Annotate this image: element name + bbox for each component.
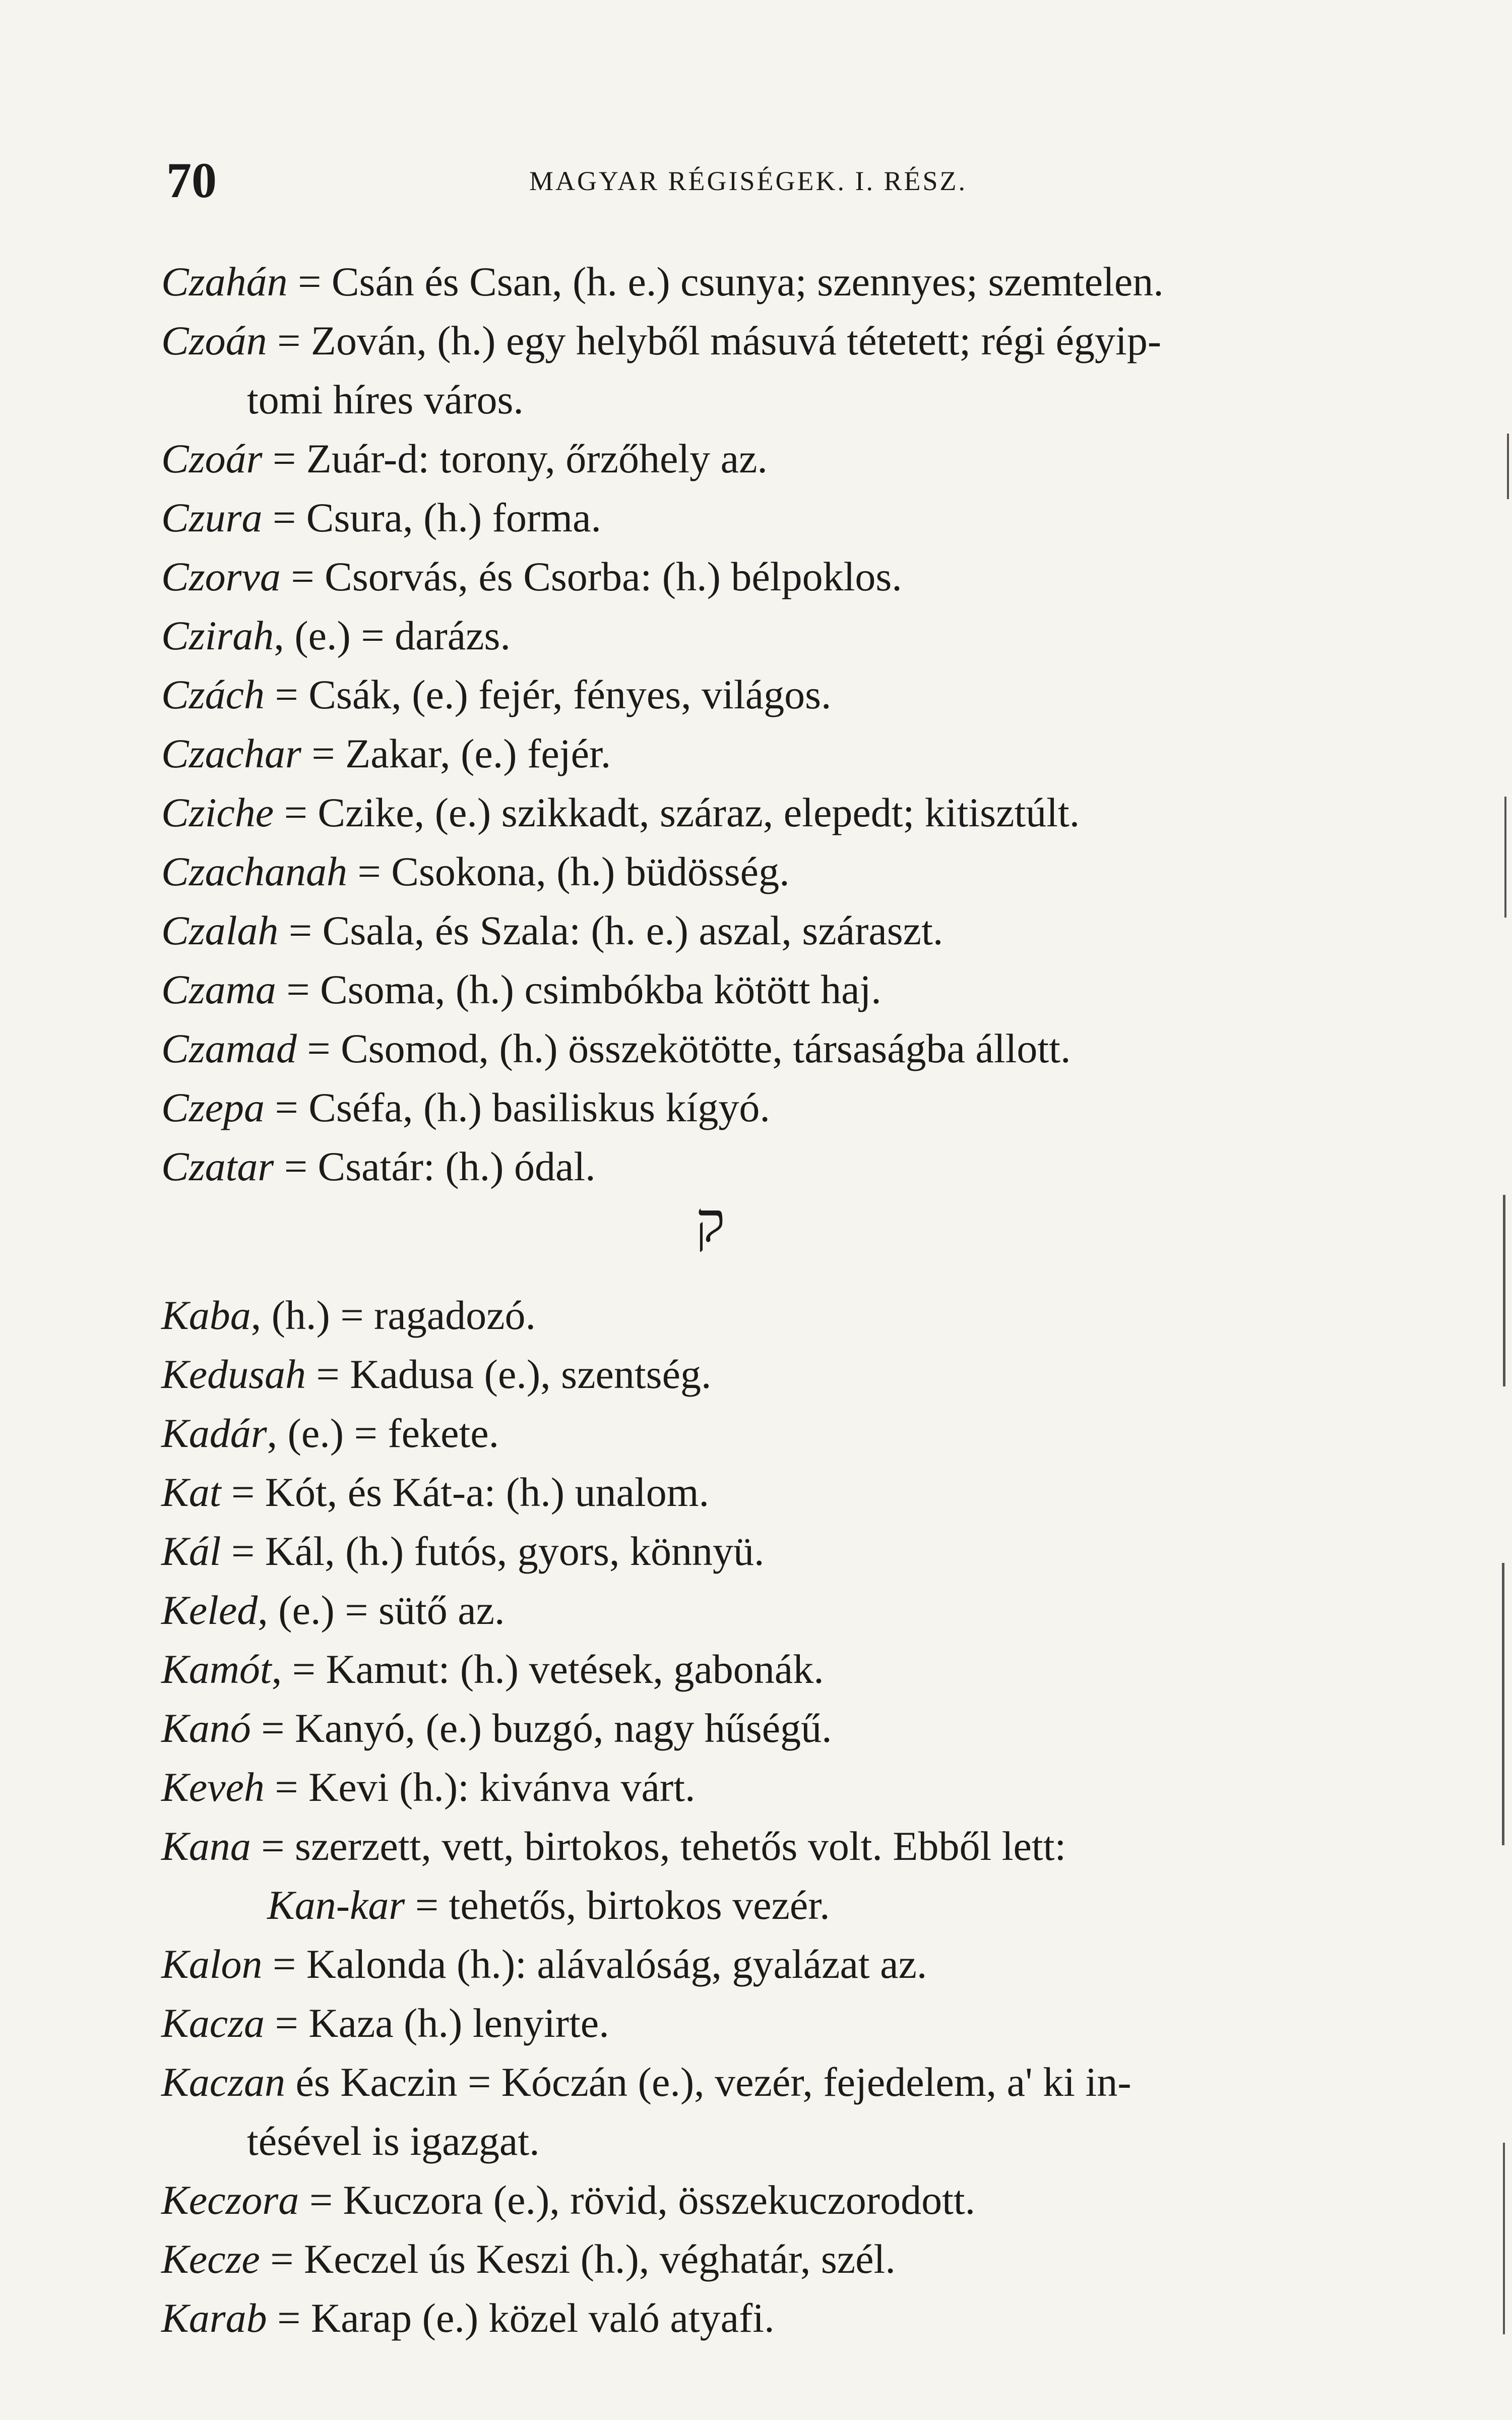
entry-definition: = Karap (e.) közel való atyafi. [267,2295,775,2341]
dictionary-entry [161,429,1361,488]
entry-headword: Kana [161,1823,251,1869]
entry-definition: = Kevi (h.): kivánva várt. [264,1764,696,1810]
entry-definition: = Csala, és Szala: (h. e.) aszal, száraszt. [278,908,943,953]
entry-headword: Kat [161,1469,221,1515]
dictionary-entry [161,1019,1361,1078]
entry-definition: = Csomod, (h.) összekötötte, társaságba állott. [296,1025,1071,1071]
entry-definition: = tehetős, birtokos vezér. [405,1882,830,1928]
entry-definition: = Keczel ús Keszi (h.), véghatár, szél. [260,2236,896,2282]
dictionary-entry [161,2111,1361,2170]
entry-definition: tésével is igazgat. [247,2118,540,2164]
dictionary-entry [161,1137,1361,1196]
entry-headword: Keczora [161,2177,299,2223]
entry-definition: = Zován, (h.) egy helyből másuvá tétetett; régi égyip- [267,318,1162,364]
entries-section-tz [161,252,1361,1196]
scan-edge-mark [1507,434,1509,499]
entry-definition: = Zakar, (e.) fejér. [301,731,611,776]
entry-headword: Kál [161,1528,221,1574]
entry-headword: Kacza [161,2000,265,2046]
dictionary-entry [161,2229,1361,2288]
entry-definition: = Kalonda (h.): alávalóság, gyalázat az. [262,1941,927,1987]
entry-definition: = Kaza (h.) lenyirte. [265,2000,609,2046]
entry-headword: Czorva [161,554,281,599]
dictionary-entry [161,665,1361,724]
entry-headword: Czepa [161,1084,265,1130]
dictionary-entry [161,547,1361,606]
entry-headword: Cziche [161,790,274,835]
dictionary-entry [161,1758,1361,1817]
entry-definition: = Csatár: (h.) ódal. [274,1143,596,1189]
entry-headword: Kan-kar [267,1882,405,1928]
dictionary-entry [161,2052,1361,2111]
dictionary-entry [161,606,1361,665]
dictionary-entry [161,1404,1361,1463]
entry-headword: Kecze [161,2236,260,2282]
entry-definition: , (e.) = fekete. [267,1410,499,1456]
entry-definition: = Kál, (h.) futós, gyors, könnyü. [221,1528,765,1574]
entry-definition: , (h.) = ragadozó. [250,1292,536,1338]
entry-headword: Czama [161,966,276,1012]
entry-definition: , (e.) = darázs. [274,613,511,658]
dictionary-entry [161,2288,1361,2347]
entry-headword: Czura [161,495,263,540]
page-number: 70 [166,152,217,208]
entry-headword: Kamót [161,1646,272,1692]
dictionary-entry [161,1934,1361,1993]
entry-headword: Keled [161,1587,258,1633]
dictionary-entry [161,1078,1361,1137]
dictionary-entry [161,1522,1361,1581]
dictionary-entry [161,1817,1361,1876]
dictionary-entry [161,488,1361,547]
entry-headword: Czamad [161,1025,297,1071]
dictionary-entry [161,252,1361,311]
entry-definition: = Kanyó, (e.) buzgó, nagy hűségű. [250,1705,832,1751]
entries-section-k [161,1286,1361,2347]
entry-headword: Kedusah [161,1351,306,1397]
entry-definition: = Czike, (e.) szikkadt, száraz, elepedt; kitisztúlt. [274,790,1080,835]
entry-definition: = Kuczora (e.), rövid, összekuczorodott. [299,2177,976,2223]
dictionary-entry [161,311,1361,370]
entry-definition: és Kaczin = Kóczán (e.), vezér, fejedelem, a' ki in- [285,2059,1131,2105]
entry-headword: Kanó [161,1705,251,1751]
entry-headword: Czalah [161,908,279,953]
dictionary-entry [161,1463,1361,1522]
dictionary-entry [161,901,1361,960]
entry-headword: Czoán [161,318,267,364]
page-header [166,151,1376,207]
entry-definition: = Kót, és Kát-a: (h.) unalom. [221,1469,709,1515]
dictionary-entry [161,960,1361,1019]
entry-headword: Czachanah [161,849,347,894]
dictionary-entry [161,370,1361,429]
dictionary-entry [161,1345,1361,1404]
entry-headword: Karab [161,2295,267,2341]
entry-headword: Czách [161,672,265,717]
entry-definition: = Csák, (e.) fejér, fényes, világos. [265,672,832,717]
running-head: MAGYAR RÉGISÉGEK. I. RÉSZ. [529,166,968,196]
entry-definition: = Csán és Csan, (h. e.) csunya; szennyes; szemtelen. [287,259,1164,305]
dictionary-entry [161,724,1361,783]
entry-headword: Kalon [161,1941,263,1987]
entry-headword: Kadár [161,1410,267,1456]
dictionary-entry [161,1640,1361,1699]
hebrew-letter-heading: ק [696,1190,725,1254]
entry-definition: , (e.) = sütő az. [258,1587,505,1633]
entry-definition: , = Kamut: (h.) vetések, gabonák. [271,1646,824,1692]
entry-definition: = Zuár-d: torony, őrzőhely az. [262,436,768,481]
dictionary-entry [161,1993,1361,2052]
entry-headword: Keveh [161,1764,265,1810]
dictionary-entry [161,2170,1361,2229]
entry-definition: = Csorvás, és Csorba: (h.) bélpoklos. [280,554,902,599]
entry-definition: = Csoma, (h.) csimbókba kötött haj. [276,966,881,1012]
dictionary-entry [161,1699,1361,1758]
entry-definition: tomi híres város. [247,377,524,422]
dictionary-entry [161,842,1361,901]
dictionary-entry [161,1286,1361,1345]
entry-headword: Czahán [161,259,288,305]
entry-headword: Czatar [161,1143,274,1189]
scan-edge-mark [1503,2143,1505,2334]
entry-headword: Czachar [161,731,301,776]
scan-edge-mark [1504,797,1506,918]
entry-definition: = Kadusa (e.), szentség. [306,1351,712,1397]
dictionary-entry [161,1581,1361,1640]
entry-headword: Kaba [161,1292,251,1338]
entry-definition: = Csura, (h.) forma. [262,495,601,540]
entry-headword: Czoár [161,436,263,481]
scan-edge-mark [1503,1195,1505,1386]
entry-headword: Czirah [161,613,274,658]
entry-definition: = Cséfa, (h.) basiliskus kígyó. [265,1084,770,1130]
scan-edge-mark [1502,1563,1504,1845]
entry-headword: Kaczan [161,2059,285,2105]
entry-definition: = Csokona, (h.) büdösség. [347,849,790,894]
dictionary-entry [161,783,1361,842]
entry-definition: = szerzett, vett, birtokos, tehetős volt. Ebből lett: [250,1823,1066,1869]
dictionary-entry [161,1876,1361,1934]
